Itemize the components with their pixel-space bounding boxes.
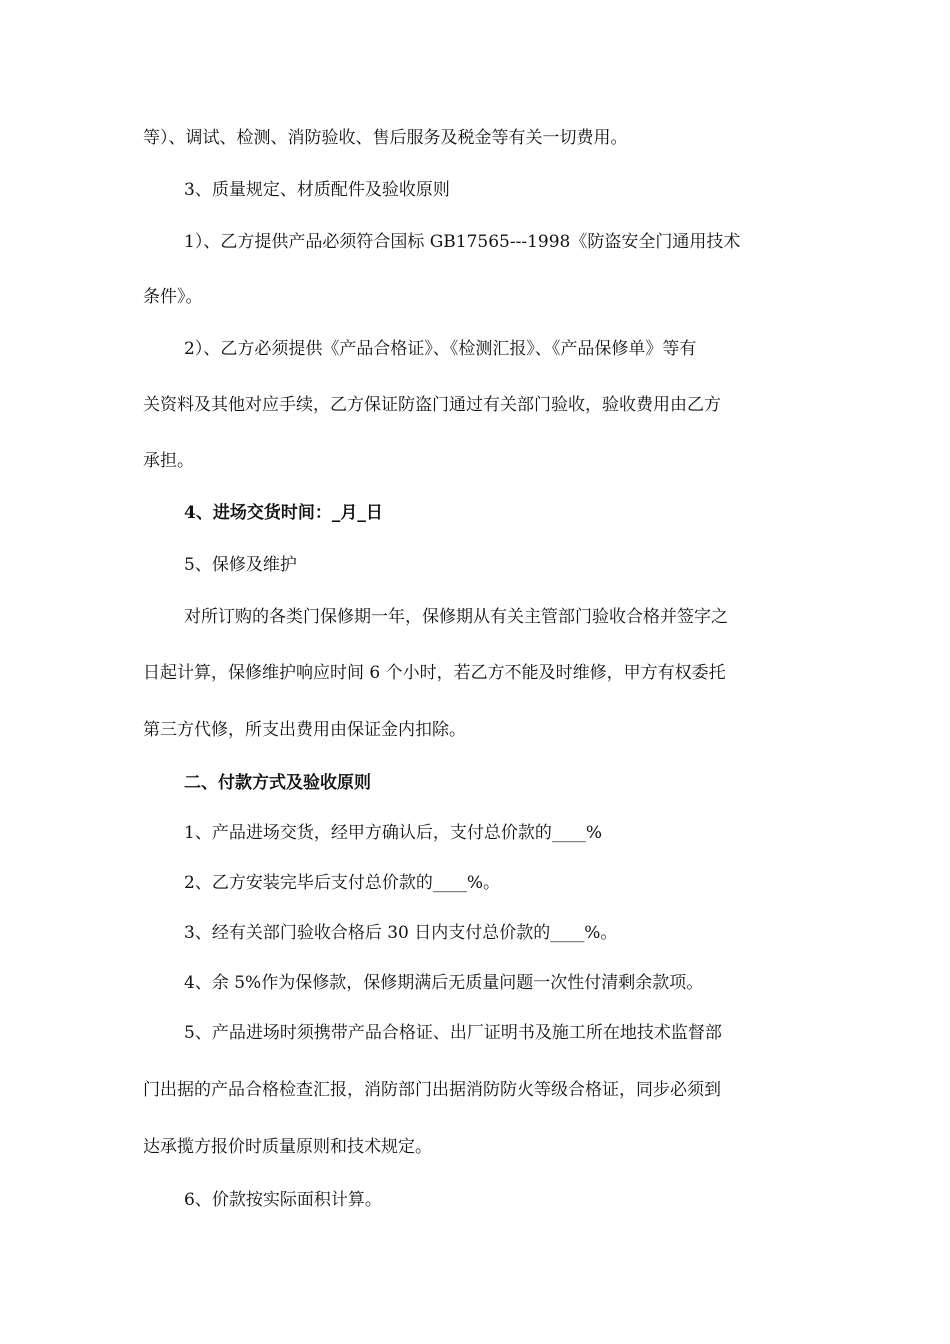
paragraph-line: 达承揽方报价时质量原则和技术规定。	[143, 1137, 432, 1157]
list-item: 2、乙方安装完毕后支付总价款的____%。	[184, 873, 500, 893]
section-heading-5: 5、保修及维护	[184, 555, 297, 575]
paragraph-line: 对所订购的各类门保修期一年，保修期从有关主管部门验收合格并签字之	[184, 607, 728, 627]
section-heading-payment: 二、付款方式及验收原则	[184, 773, 371, 793]
paragraph-line: 条件》。	[143, 287, 203, 307]
list-item: 4、余 5%作为保修款，保修期满后无质量问题一次性付清剩余款项。	[184, 973, 704, 993]
paragraph-line: 关资料及其他对应手续，乙方保证防盗门通过有关部门验收，验收费用由乙方	[143, 395, 721, 415]
list-item: 3、经有关部门验收合格后 30 日内支付总价款的____%。	[184, 923, 618, 943]
section-heading-3: 3、质量规定、材质配件及验收原则	[184, 180, 450, 200]
list-item: 1、产品进场交货，经甲方确认后，支付总价款的____%	[184, 823, 602, 843]
delivery-time-line: 4、进场交货时间：_月_日	[184, 503, 383, 523]
list-item: 5、产品进场时须携带产品合格证、出厂证明书及施工所在地技术监督部	[184, 1023, 722, 1043]
paragraph-line: 门出据的产品合格检查汇报，消防部门出据消防防火等级合格证，同步必须到	[143, 1080, 721, 1100]
paragraph-line: 2）、乙方必须提供《产品合格证》、《检测汇报》、《产品保修单》等有	[184, 339, 697, 359]
paragraph-line: 第三方代修，所支出费用由保证金内扣除。	[143, 720, 466, 740]
paragraph-line: 1）、乙方提供产品必须符合国标 GB17565---1998《防盗安全门通用技术	[184, 232, 741, 252]
paragraph-line: 日起计算，保修维护响应时间 6 个小时，若乙方不能及时维修，甲方有权委托	[143, 663, 726, 683]
paragraph-line: 承担。	[143, 451, 194, 471]
paragraph-line: 等）、调试、检测、消防验收、售后服务及税金等有关一切费用。	[143, 128, 628, 148]
list-item: 6、价款按实际面积计算。	[184, 1190, 382, 1210]
